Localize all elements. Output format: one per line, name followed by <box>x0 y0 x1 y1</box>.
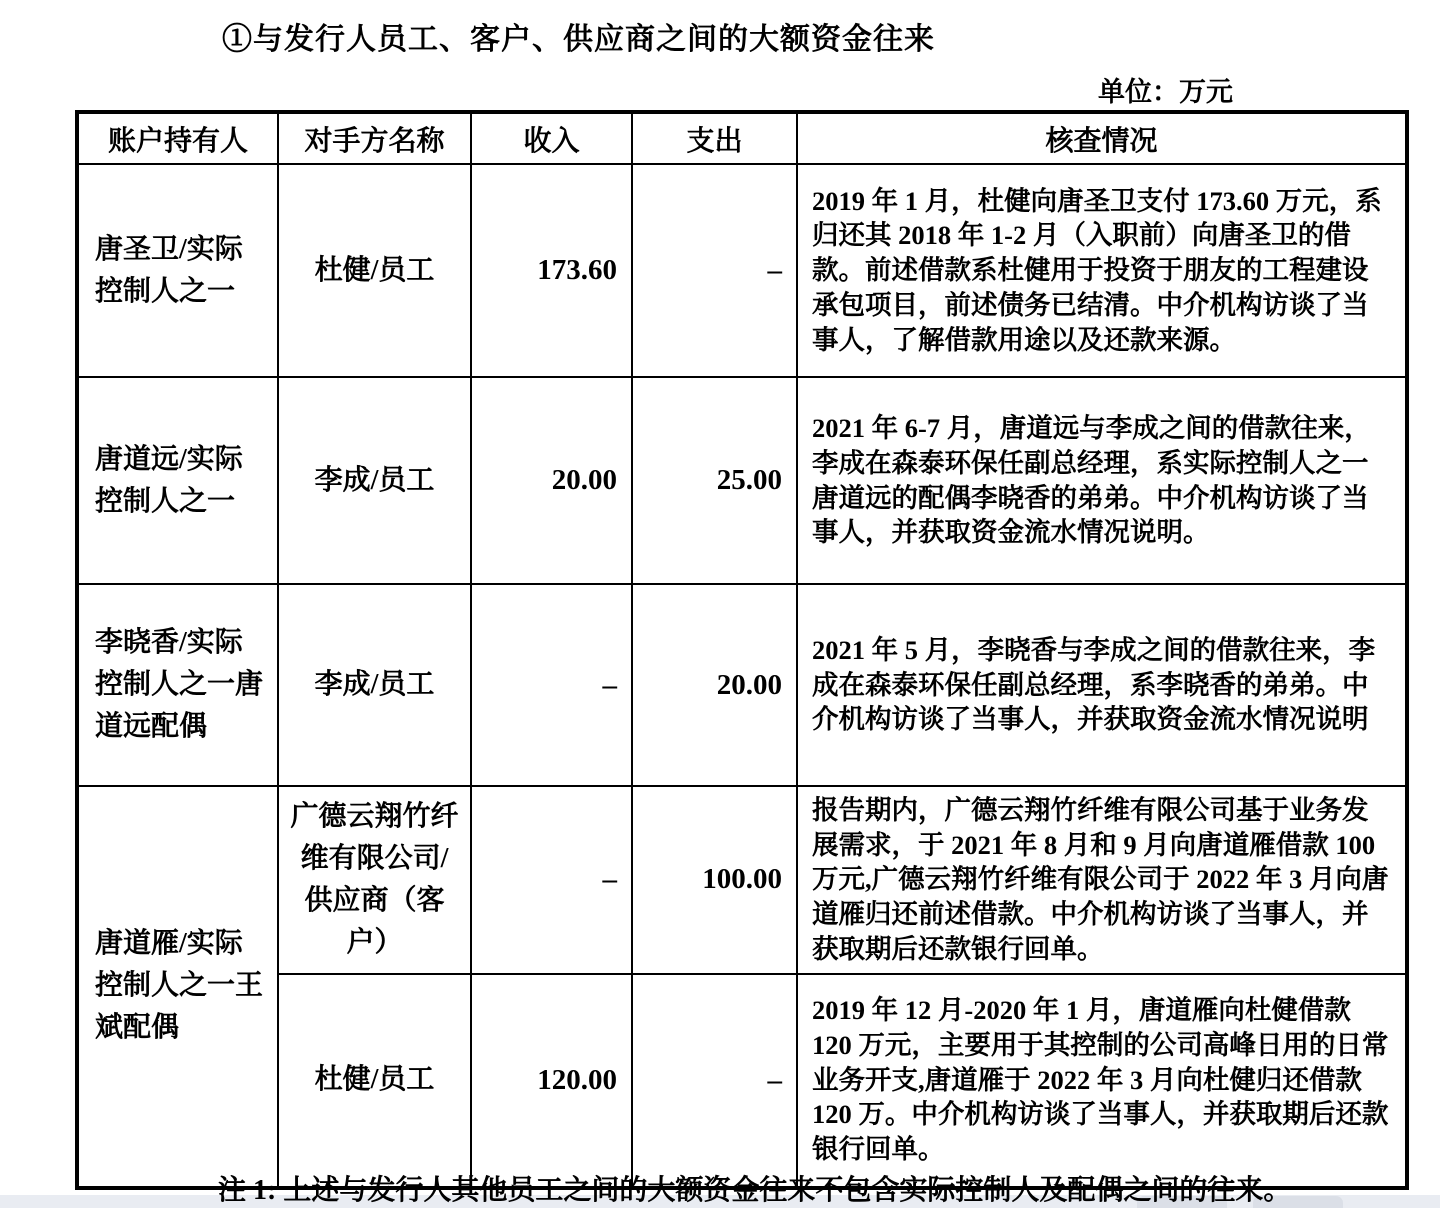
footnote: 注 1: 上述与发行人其他员工之间的大额资金往来不包含实际控制人及配偶之间的往来。 <box>218 1175 1292 1206</box>
header-verification: 核查情况 <box>797 112 1407 164</box>
expense-cell: 20.00 <box>632 584 797 786</box>
account-holder-cell: 唐道远/实际控制人之一 <box>77 377 278 584</box>
counterparty-cell: 广德云翔竹纤维有限公司/供应商（客户） <box>278 786 471 974</box>
expense-cell: 100.00 <box>632 786 797 974</box>
verification-cell: 2019 年 12 月-2020 年 1 月，唐道雁向杜健借款 120 万元，主要用于其控制的公司高峰日用的日常业务开支,唐道雁于 2022 年 3 月向杜健归还借款 120 万。中介机构访谈了当事人，并获取期后还款银行回单。 <box>797 974 1407 1188</box>
income-cell: – <box>471 786 632 974</box>
table-row <box>77 377 1407 584</box>
counterparty-cell: 杜健/员工 <box>278 974 471 1188</box>
verification-cell: 2021 年 5 月，李晓香与李成之间的借款往来，李成在森泰环保任副总经理，系李晓香的弟弟。中介机构访谈了当事人，并获取资金流水情况说明 <box>797 584 1407 786</box>
expense-cell: – <box>632 164 797 377</box>
table-row <box>77 164 1407 377</box>
verification-cell: 报告期内，广德云翔竹纤维有限公司基于业务发展需求，于 2021 年 8 月和 9 月向唐道雁借款 100 万元,广德云翔竹纤维有限公司于 2022 年 3 月向唐道雁归还前述借款。中介机构访谈了当事人，并获取期后还款银行回单。 <box>797 786 1407 974</box>
header-expense: 支出 <box>632 112 797 164</box>
table-row <box>77 584 1407 786</box>
counterparty-cell: 杜健/员工 <box>278 164 471 377</box>
counterparty-cell: 李成/员工 <box>278 584 471 786</box>
income-cell: 173.60 <box>471 164 632 377</box>
header-account-holder: 账户持有人 <box>77 112 278 164</box>
account-holder-cell: 唐圣卫/实际控制人之一 <box>77 164 278 377</box>
account-holder-cell-merged: 唐道雁/实际控制人之一王斌配偶 <box>77 786 278 1188</box>
funds-flow-table <box>75 110 1409 1190</box>
table-row <box>77 786 1407 974</box>
expense-cell: 25.00 <box>632 377 797 584</box>
counterparty-cell: 李成/员工 <box>278 377 471 584</box>
header-income: 收入 <box>471 112 632 164</box>
verification-cell: 2019 年 1 月，杜健向唐圣卫支付 173.60 万元，系归还其 2018 年 1-2 月（入职前）向唐圣卫的借款。前述借款系杜健用于投资于朋友的工程建设承包项目，前述债务已结清。中介机构访谈了当事人，了解借款用途以及还款来源。 <box>797 164 1407 377</box>
page-title: ①与发行人员工、客户、供应商之间的大额资金往来 <box>222 23 935 56</box>
header-counterparty: 对手方名称 <box>278 112 471 164</box>
income-cell: 20.00 <box>471 377 632 584</box>
expense-cell: – <box>632 974 797 1188</box>
income-cell: – <box>471 584 632 786</box>
unit-label: 单位：万元 <box>1098 77 1233 107</box>
income-cell: 120.00 <box>471 974 632 1188</box>
table-header-row <box>77 112 1407 164</box>
verification-cell: 2021 年 6-7 月，唐道远与李成之间的借款往来，李成在森泰环保任副总经理，系实际控制人之一唐道远的配偶李晓香的弟弟。中介机构访谈了当事人，并获取资金流水情况说明。 <box>797 377 1407 584</box>
account-holder-cell: 李晓香/实际控制人之一唐道远配偶 <box>77 584 278 786</box>
